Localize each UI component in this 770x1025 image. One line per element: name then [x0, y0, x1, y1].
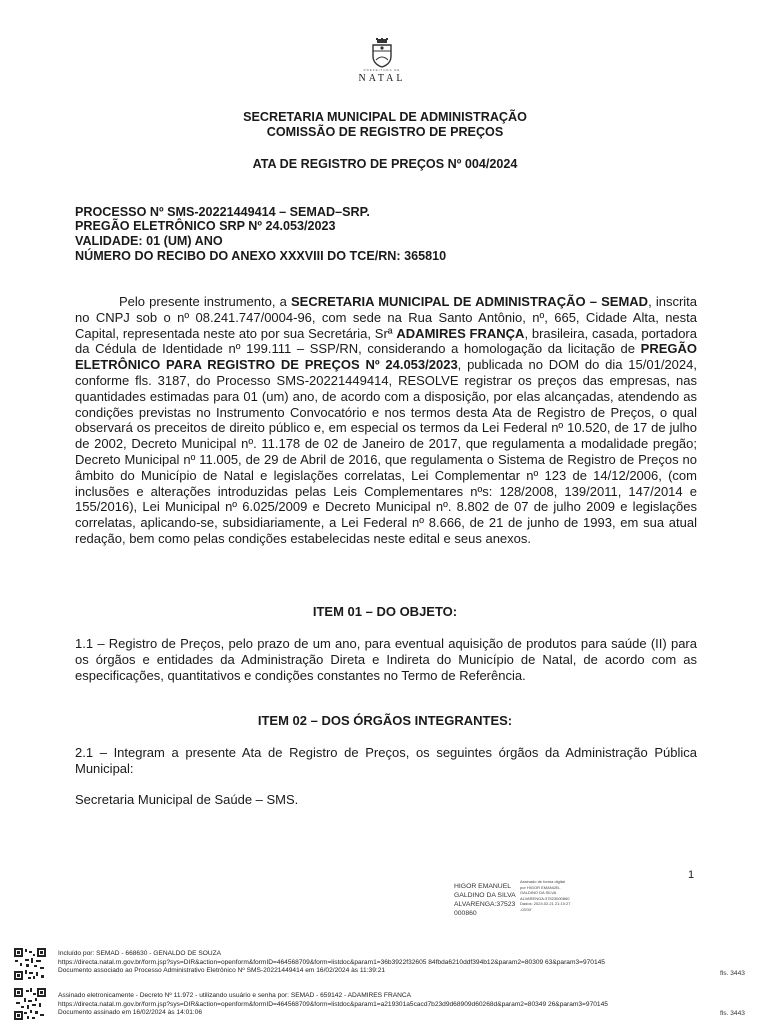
signature-name-line: GALDINO DA SILVA	[454, 892, 516, 899]
intro-text-2: , inscrita no CNPJ sob o nº 08.241.747/0004-96, com sede na Rua Santo Antônio, nº, 665, Cidade Alta, nesta Capital, representada neste ato por sua Secretária, Srª	[75, 294, 698, 341]
signature-name-line: HIGOR EMANUEL	[454, 883, 512, 890]
intro-text-3: , brasileira, casada, portadora da Cédula de Identidade nº 199.111 – SSP/RN, considerando a homologação da licitação de	[75, 325, 697, 357]
intro-paragraph	[75, 294, 697, 547]
signature-name-line: 000860	[454, 910, 477, 917]
footer-link-2[interactable]: https://directa.natal.rn.gov.br/form.jsp?sys=DIR&action=openform&formID=464568709&form=listdoc&param1=a219301a5cacd7b23d9d68909d60268d&param2=80349 26&param3=970145	[58, 1000, 608, 1008]
secretaria-heading: SECRETARIA MUNICIPAL DE ADMINISTRAÇÃO	[243, 110, 527, 124]
footer-signed-date: Documento assinado em 16/02/2024 às 14:01:06	[58, 1009, 203, 1016]
processo-line: PROCESSO Nº SMS-20221449414 – SEMAD–SRP.	[75, 205, 370, 219]
intro-text-4: , publicada no DOM do dia 15/01/2024, conforme fls. 3187, do Processo SMS-20221449414, RESOLVE registrar os preços das empresas, nas quantidades estimadas para 01 (um) ano, de acordo com a disposição, por elas alcançadas, atendendo as condições previstas no Instrumento Convocatório e nos termos desta Ata de Registro de Preços, o qual observará os preceitos de direito público e, em especial os termos da Lei Federal nº 10.520, de 17 de julho de 2002, Decreto Municipal nº. 11.178 de 02 de Janeiro de 2017, que regulamenta a modalidade pregão; Decreto Municipal nº 11.005, de 29 de Abril de 2016, que regulamenta o Sistema de Registro de Preços no âmbito do Município de Natal e legislações correlatas, Lei Complementar nº 123 de 14/12/2006, (com inclusões e alterações introduzidas pelas Leis Complementares nºs: 128/2008, 139/2011, 147/2014 e 155/2016), Lei Municipal nº 6.025/2009 e Decreto Municipal nº. 8.802 de 07 de julho 2009 e legislações correlatas, aplicando-se, subsidiariamente, a Lei Federal nº 8.666, de 21 de junho de 1993, em sua atual redação, bem como pelas condições estabelecidas neste edital e seus anexos.	[75, 357, 697, 546]
logo-name: NATAL	[358, 73, 406, 84]
recibo-line: NÚMERO DO RECIBO DO ANEXO XXXVIII DO TCE/RN: 365810	[75, 249, 447, 263]
ata-title: ATA DE REGISTRO DE PREÇOS Nº 004/2024	[252, 157, 518, 171]
pregao-line: PREGÃO ELETRÔNICO SRP Nº 24.053/2023	[75, 219, 336, 233]
intro-bold-secretaria: SECRETARIA MUNICIPAL DE ADMINISTRAÇÃO – SEMAD	[290, 294, 649, 309]
item01-title: ITEM 01 – DO OBJETO:	[312, 604, 458, 619]
item02-title: ITEM 02 – DOS ÓRGÃOS INTEGRANTES:	[257, 713, 513, 728]
comissao-heading: COMISSÃO DE REGISTRO DE PREÇOS	[266, 125, 504, 139]
qr-code-icon	[14, 948, 46, 980]
page-number: 1	[688, 869, 695, 881]
signature-detail-line: -03'00'	[520, 906, 532, 912]
intro-bold-name: ADAMIRES FRANÇA	[396, 325, 525, 341]
qr-code-icon	[14, 988, 46, 1020]
footer-link-1[interactable]: https://directa.natal.rn.gov.br/form.jsp?sys=DIR&action=openform&formID=464568709&form=listdoc&param1=36b3922f32605 84fbda6210ddf394b12&param2=80309 63&param3=970145	[58, 958, 605, 966]
signature-detail-line: Assinado de forma digital	[520, 879, 565, 884]
signature-detail-line: Dados: 2024.02.21 21:10:27	[520, 901, 571, 907]
item01-text: 1.1 – Registro de Preços, pelo prazo de um ano, para eventual aquisição de produtos para saúde (II) para os órgãos e entidades da Administração Direta e Indireta do Município de Natal, de acordo com as especificações, quantitativos e condições constantes no Termo de Referência.	[75, 636, 697, 683]
footer-included-by: Incluído por: SEMAD - 668630 - GENALDO DE SOUZA	[58, 950, 222, 957]
item02-text: 2.1 – Integram a presente Ata de Registro de Preços, os seguintes órgãos da Administração Pública Municipal:	[75, 745, 697, 776]
signature-detail-line: ALVARENGA:37523000860	[520, 895, 570, 901]
signature-detail-line: GALDINO DA SILVA	[520, 890, 557, 896]
item02-org: Secretaria Municipal de Saúde – SMS.	[75, 792, 299, 807]
validade-line: VALIDADE: 01 (UM) ANO	[75, 234, 223, 248]
footer-associated: Documento associado ao Processo Administrativo Eletrônico Nº SMS-20221449414 em 16/02/2024 às 11:39:21	[58, 967, 386, 974]
intro-text-1: Pelo presente instrumento, a	[119, 294, 291, 309]
signature-name-line: ALVARENGA:37523	[454, 901, 516, 908]
coat-of-arms-icon	[369, 38, 395, 68]
signature-name	[454, 882, 516, 918]
logo-subtitle: PREFEITURA DE	[363, 68, 401, 72]
natal-logo	[347, 38, 417, 90]
fls-number-2: fls. 3443	[720, 1010, 745, 1017]
signature-details	[520, 879, 588, 913]
intro-bold-pregao: PREGÃO ELETRÔNICO PARA REGISTRO DE PREÇOS Nº 24.053/2023	[75, 341, 697, 373]
fls-number-1: fls. 3443	[720, 970, 745, 977]
footer-signed-electronically: Assinado eletronicamente - Decreto Nº 11.972 - utilizando usuário e senha por: SEMAD - 659142 - ADAMIRES FRANCA	[58, 992, 412, 999]
signature-detail-line: por HIGOR EMANUEL	[520, 884, 561, 890]
